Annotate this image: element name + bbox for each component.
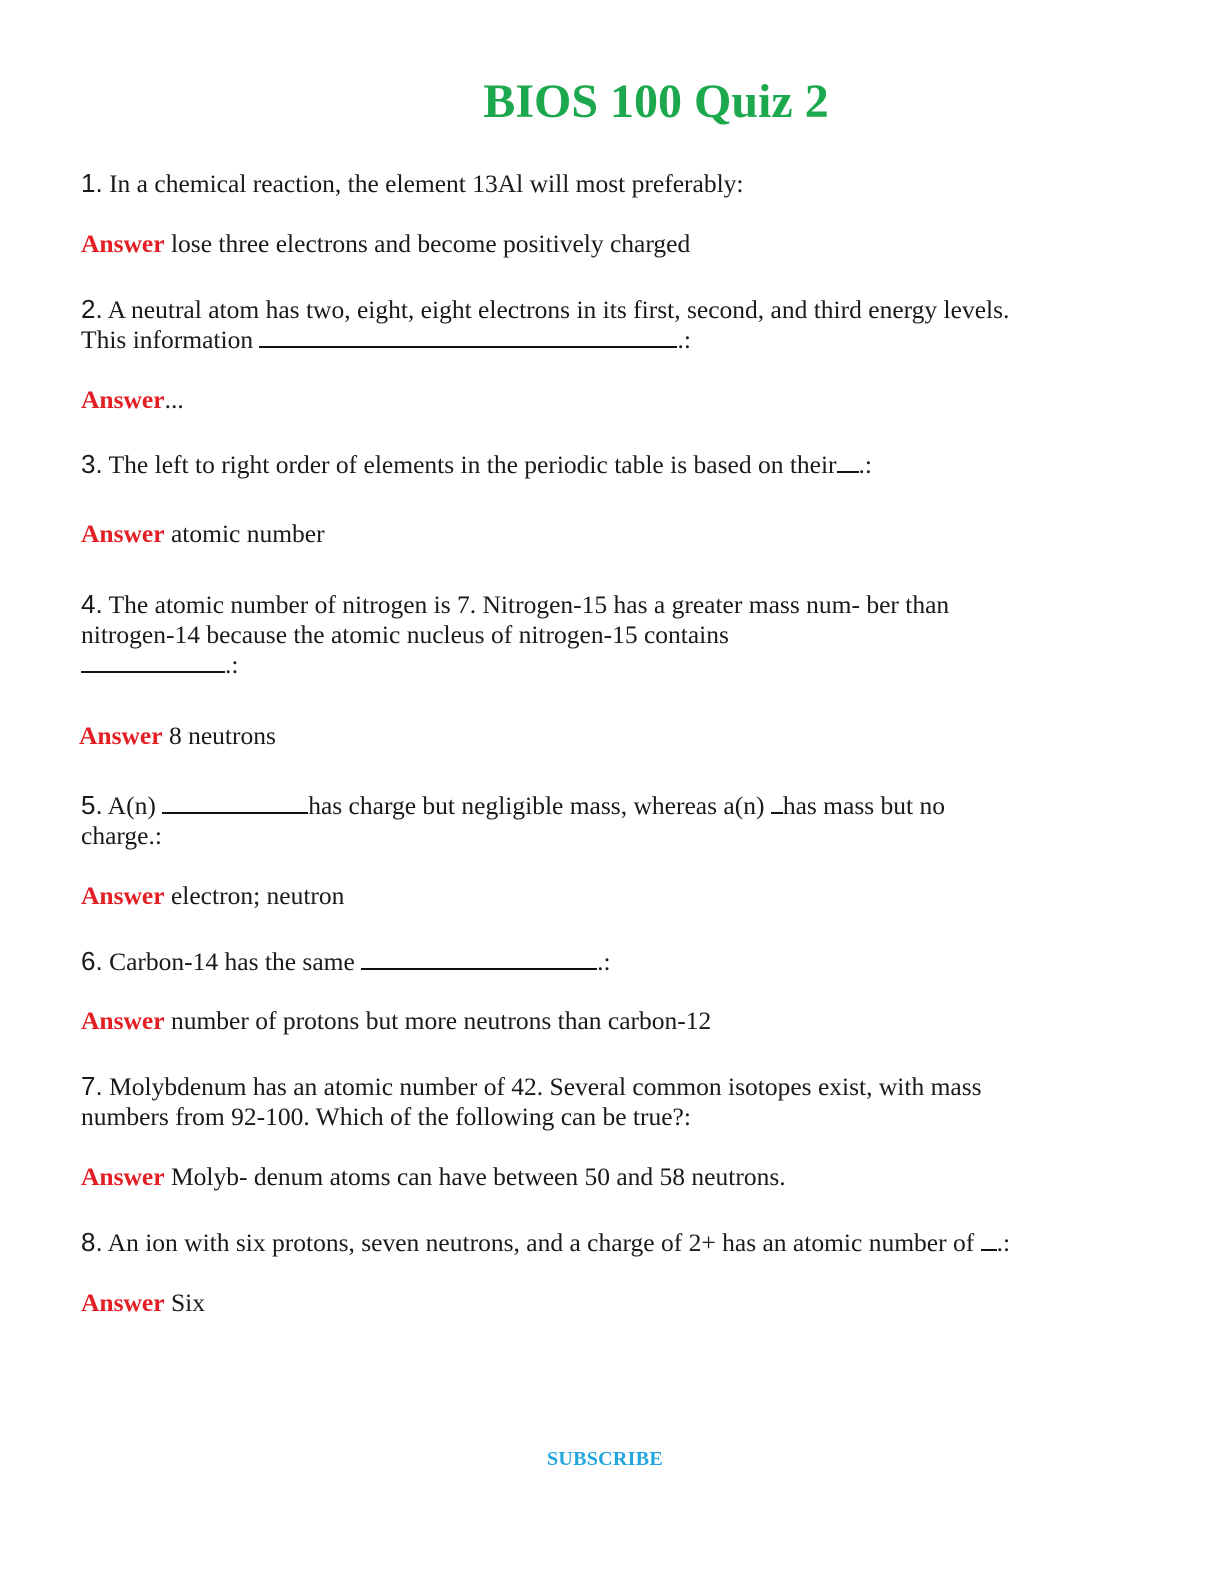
question-text: The atomic number of nitrogen is 7. Nitrogen-15 has a greater mass num- ber than [108, 590, 950, 619]
answer-text: atomic number [170, 519, 325, 548]
fill-blank [81, 651, 225, 673]
question-text: .: [858, 450, 873, 479]
page-title: BIOS 100 Quiz 2 [483, 75, 829, 128]
fill-blank [771, 792, 783, 814]
answer-text: lose three electrons and become positively charged [170, 229, 691, 258]
answer-label: Answer [79, 721, 163, 750]
answer-6 [81, 1006, 1121, 1036]
answer-text: Six [170, 1288, 205, 1317]
question-text: The left to right order of elements in the periodic table is based on their [108, 450, 837, 479]
question-8 [81, 1227, 1121, 1258]
question-number: 7. [81, 1071, 103, 1101]
question-number: 8. [81, 1227, 103, 1257]
question-1 [81, 168, 1121, 199]
subscribe-link[interactable]: SUBSCRIBE [546, 1448, 664, 1470]
answer-text: Molyb- denum atoms can have between 50 and 58 neutrons. [170, 1162, 786, 1191]
answer-text: 8 neutrons [168, 721, 276, 750]
answer-5 [81, 881, 1121, 911]
question-text: .: [677, 325, 691, 354]
answer-text: ... [164, 385, 184, 414]
question-3 [81, 449, 1121, 480]
fill-blank [361, 948, 597, 970]
answer-label: Answer [81, 229, 165, 258]
question-number: 3. [81, 449, 103, 479]
answer-2 [81, 385, 1121, 415]
answer-3 [81, 519, 1121, 549]
question-text: A neutral atom has two, eight, eight electrons in its first, second, and third energy levels. [107, 295, 1010, 324]
answer-label: Answer [81, 1288, 165, 1317]
question-text: charge.: [81, 821, 162, 850]
question-text: .: [996, 1228, 1011, 1257]
answer-label: Answer [81, 385, 165, 414]
answer-label: Answer [81, 519, 165, 548]
fill-blank [259, 326, 677, 348]
answer-label: Answer [81, 1162, 165, 1191]
answer-text: electron; neutron [170, 881, 345, 910]
question-number: 6. [81, 946, 103, 976]
answer-1 [81, 229, 1121, 259]
question-2 [81, 294, 1121, 355]
answer-8 [81, 1288, 1121, 1318]
fill-blank [837, 451, 859, 473]
fill-blank [981, 1229, 997, 1251]
question-7 [81, 1071, 1121, 1132]
question-text: numbers from 92-100. Which of the following can be true?: [81, 1102, 691, 1131]
question-text: nitrogen-14 because the atomic nucleus of nitrogen-15 contains [81, 620, 729, 649]
answer-label: Answer [81, 1006, 165, 1035]
question-5 [81, 790, 1121, 851]
question-number: 2. [81, 294, 103, 324]
question-text: An ion with six protons, seven neutrons, and a charge of 2+ has an atomic number of [107, 1228, 975, 1257]
question-number: 4. [81, 589, 103, 619]
question-text: Molybdenum has an atomic number of 42. Several common isotopes exist, with mass [109, 1072, 982, 1101]
question-text: A(n) [107, 791, 156, 820]
question-text: has mass but no [782, 791, 946, 820]
answer-label: Answer [81, 881, 165, 910]
fill-blank [162, 792, 308, 814]
question-text: has charge but negligible mass, whereas a(n) [308, 791, 765, 820]
question-text: .: [225, 650, 239, 679]
question-4 [81, 589, 1121, 680]
answer-4 [79, 721, 1119, 751]
question-number: 1. [81, 168, 103, 198]
question-text: .: [597, 947, 611, 976]
question-text: In a chemical reaction, the element 13Al will most preferably: [109, 169, 744, 198]
answer-text: number of protons but more neutrons than carbon-12 [170, 1006, 712, 1035]
question-number: 5. [81, 790, 103, 820]
answer-7 [81, 1162, 1121, 1192]
question-6 [81, 946, 1121, 977]
question-text: This information [81, 325, 254, 354]
question-text: Carbon-14 has the same [109, 947, 355, 976]
